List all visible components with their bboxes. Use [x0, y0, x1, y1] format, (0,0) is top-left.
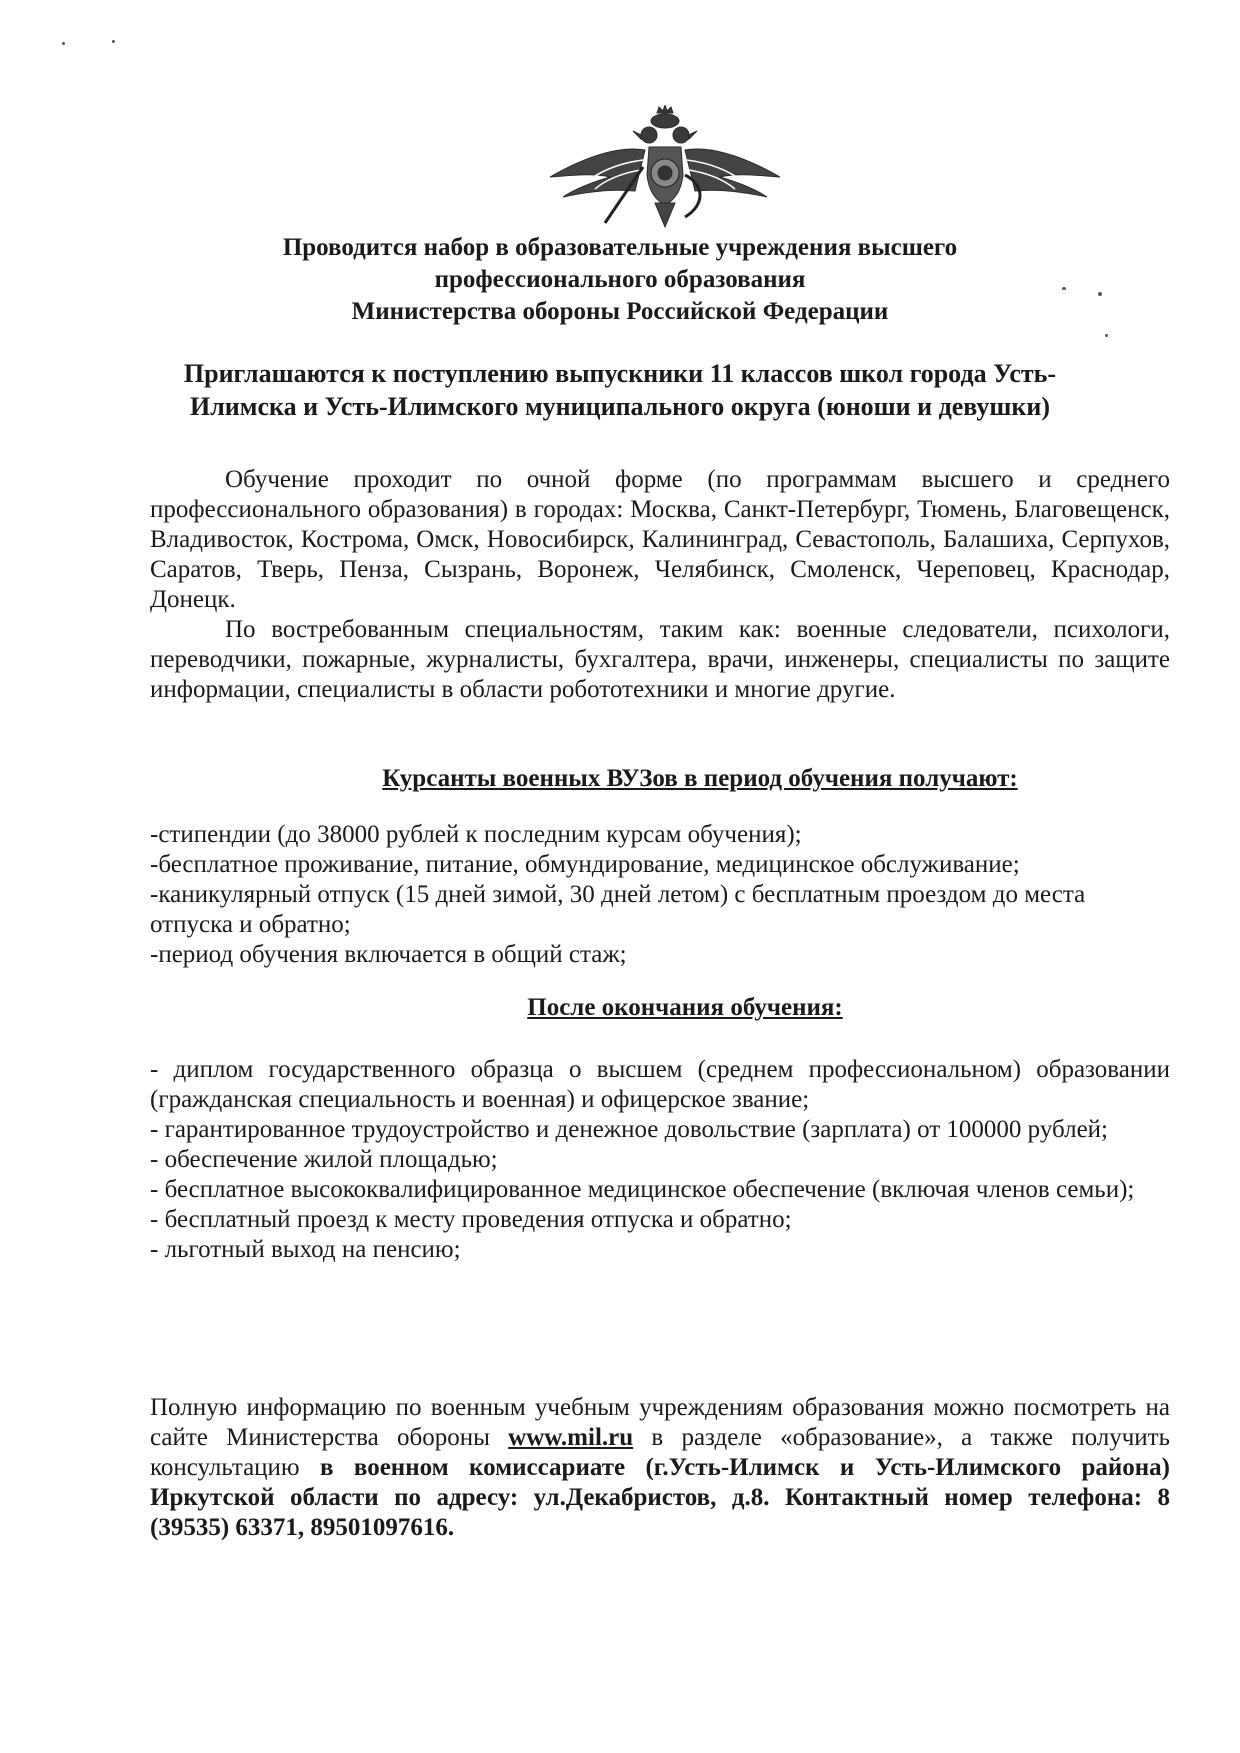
training-section — [150, 465, 1170, 705]
document-title — [150, 232, 1090, 328]
contact-text: в разделе «образование», а также получить консультацию — [150, 1424, 1171, 1481]
contact-paragraph — [150, 1393, 1170, 1543]
scan-speck — [112, 40, 115, 43]
contact-section — [150, 1393, 1170, 1543]
specialties-paragraph: По востребованным специальностям, таким как: военные следователи, психологи, переводчики, пожарные, журналисты, бухгалтера, врачи, инженеры, специалисты по защите информации, специалисты в области робототехники и многие другие. — [150, 616, 1170, 703]
commissariat-address: в военном комиссариате (г.Усть-Илимск и Усть-Илимского района) Иркутской области по адресу: ул.Декабристов, д.8. Контактный номер телефона: 8 (39535) 63371, 89501097616. — [150, 1454, 1170, 1541]
double-headed-eagle-emblem-icon — [545, 105, 785, 230]
after-graduation-list — [150, 1055, 1170, 1265]
list-item: -бесплатное проживание, питание, обмундирование, медицинское обслуживание; — [150, 851, 1020, 878]
list-item: - льготный выход на пенсию; — [150, 1236, 461, 1263]
title-line: профессионального образования — [434, 266, 806, 293]
list-item: - бесплатное высококвалифицированное медицинское обеспечение (включая членов семьи); — [150, 1176, 1135, 1203]
training-paragraph: Обучение проходит по очной форме (по программам высшего и среднего профессионального образования) в городах: Москва, Санкт-Петербург, Тюмень, Благовещенск, Владивосток, Кострома, Омск, Новосибирск, Калининград, Севастополь, Балашиха, Серпухов, Саратов, Тверь, Пенза, Сызрань, Воронеж, Челябинск, Смоленск, Череповец, Краснодар, Донецк. — [150, 466, 1170, 613]
website-link[interactable]: www.mil.ru — [508, 1424, 634, 1451]
invitation-line: Илимска и Усть-Илимского муниципального округа (юноши и девушки) — [190, 392, 1050, 421]
list-item: -стипендии (до 38000 рублей к последним курсам обучения); — [150, 821, 802, 848]
list-item: - гарантированное трудоустройство и денежное довольствие (зарплата) от 100000 рублей; — [150, 1116, 1108, 1143]
scan-speck — [62, 42, 65, 45]
list-item: -период обучения включается в общий стаж; — [150, 941, 627, 968]
list-item: - обеспечение жилой площадью; — [150, 1146, 498, 1173]
contact-text: Полную информацию по военным учебным учреждениям образования можно посмотреть на сайте Министерства обороны — [150, 1394, 1170, 1451]
after-graduation-heading: После окончания обучения: — [527, 994, 843, 1021]
title-line: Проводится набор в образовательные учреждения высшего — [282, 234, 958, 261]
invitation-heading — [150, 357, 1090, 423]
cadets-heading: Курсанты военных ВУЗов в период обучения получают: — [382, 765, 1018, 792]
cadets-benefits-list — [150, 820, 1170, 970]
scan-speck — [1105, 334, 1108, 337]
list-item: - диплом государственного образца о высшем (среднем профессиональном) образовании (гражданская специальность и военная) и офицерское звание; — [150, 1056, 1170, 1113]
title-line: Министерства обороны Российской Федерации — [351, 298, 889, 325]
list-item: -каникулярный отпуск (15 дней зимой, 30 дней летом) с бесплатным проездом до места отпуска и обратно; — [150, 881, 1086, 938]
invitation-line: Приглашаются к поступлению выпускники 11 классов школ города Усть- — [183, 359, 1057, 388]
list-item: - бесплатный проезд к месту проведения отпуска и обратно; — [150, 1206, 792, 1233]
scan-speck — [1098, 292, 1102, 296]
